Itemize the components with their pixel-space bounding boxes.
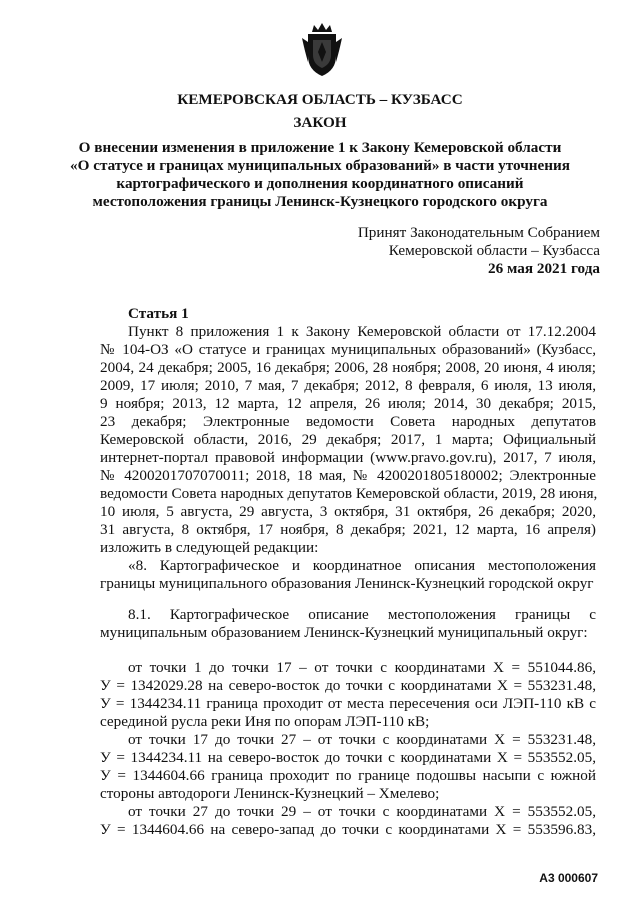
- boundary-line: серединой русла реки Иня по опорам ЛЭП-110 кВ;: [100, 713, 430, 730]
- boundary-line: от точки 27 до точки 29 – от точки с координатами X = 553552.05,: [128, 803, 596, 820]
- paragraph-line: № 4200201707070011; 2018, 18 мая, № 4200201805180002; Электронные: [100, 467, 596, 484]
- coat-of-arms-icon: [299, 22, 345, 78]
- adoption-line: Кемеровской области – Кузбасса: [388, 242, 600, 259]
- law-title-line: местоположения границы Ленинск-Кузнецкого городского округа: [92, 193, 548, 210]
- paragraph-line: 10 июля, 5 августа, 29 августа, 3 октября, 31 октября, 26 декабря; 2020,: [100, 503, 596, 520]
- document-type: ЗАКОН: [293, 114, 347, 131]
- adoption-line: Принят Законодательным Собранием: [357, 224, 600, 241]
- adoption-date: 26 мая 2021 года: [488, 260, 600, 277]
- section-8-1-line: муниципальным образованием Ленинск-Кузнецкий муниципальный округ:: [100, 624, 588, 641]
- boundary-line: стороны автодороги Ленинск-Кузнецкий – Хмелево;: [100, 785, 440, 802]
- paragraph-line: ведомости Совета народных депутатов Кемеровской области, 2019, 28 июня,: [100, 485, 598, 502]
- paragraph-line: Кемеровской области, 2016, 29 декабря; 2017, 1 марта; Официальный: [100, 431, 596, 448]
- law-title-line: «О статусе и границах муниципальных образований» в части уточнения: [70, 157, 570, 174]
- article-heading: Статья 1: [128, 305, 189, 322]
- section-8-1-line: 8.1. Картографическое описание местоположения границы с: [128, 606, 596, 623]
- paragraph-line: 23 декабря; Электронные ведомости Совета народных депутатов: [100, 413, 596, 430]
- law-title-line: О внесении изменения в приложение 1 к Закону Кемеровской области: [78, 139, 562, 156]
- law-title-line: картографического и дополнения координатного описаний: [116, 175, 524, 192]
- paragraph-line: 31 августа, 8 октября, 17 ноября, 8 декабря; 2021, 12 марта, 16 апреля): [100, 521, 596, 538]
- boundary-line: У = 1344234.11 граница проходит от места пересечения оси ЛЭП-110 кВ с: [100, 695, 596, 712]
- region-title: КЕМЕРОВСКАЯ ОБЛАСТЬ – КУЗБАСС: [177, 91, 463, 108]
- boundary-line: У = 1344234.11 на северо-восток до точки с координатами X = 553552.05,: [100, 749, 596, 766]
- paragraph-line: 2009, 17 июля; 2010, 7 мая, 7 декабря; 2012, 8 февраля, 6 июля, 13 июля,: [100, 377, 596, 394]
- boundary-line: У = 1342029.28 на северо-восток до точки с координатами X = 553231.48,: [100, 677, 596, 694]
- serial-number: А3 000607: [539, 871, 598, 885]
- paragraph-line: интернет-портал правовой информации (www.pravo.gov.ru), 2017, 7 июля,: [100, 449, 596, 466]
- section-8-line: «8. Картографическое и координатное описания местоположения: [128, 557, 596, 574]
- section-8-line: границы муниципального образования Ленинск-Кузнецкий городской округ: [100, 575, 594, 592]
- paragraph-line: № 104-ОЗ «О статусе и границах муниципальных образований» (Кузбасс,: [100, 341, 596, 358]
- boundary-line: У = 1344604.66 граница проходит по границе подошвы насыпи с южной: [100, 767, 596, 784]
- boundary-line: от точки 17 до точки 27 – от точки с координатами X = 553231.48,: [128, 731, 596, 748]
- paragraph-line: Пункт 8 приложения 1 к Закону Кемеровской области от 17.12.2004: [128, 323, 596, 340]
- paragraph-line: 9 ноября; 2013, 12 марта, 12 апреля, 26 июля; 2014, 30 декабря; 2015,: [100, 395, 596, 412]
- boundary-line: У = 1344604.66 на северо-запад до точки с координатами X = 553596.83,: [100, 821, 596, 838]
- boundary-line: от точки 1 до точки 17 – от точки с координатами X = 551044.86,: [128, 659, 596, 676]
- paragraph-line: 2004, 24 декабря; 2005, 16 декабря; 2006, 28 ноября; 2008, 20 июня, 4 июля;: [100, 359, 596, 376]
- paragraph-line: изложить в следующей редакции:: [100, 539, 319, 556]
